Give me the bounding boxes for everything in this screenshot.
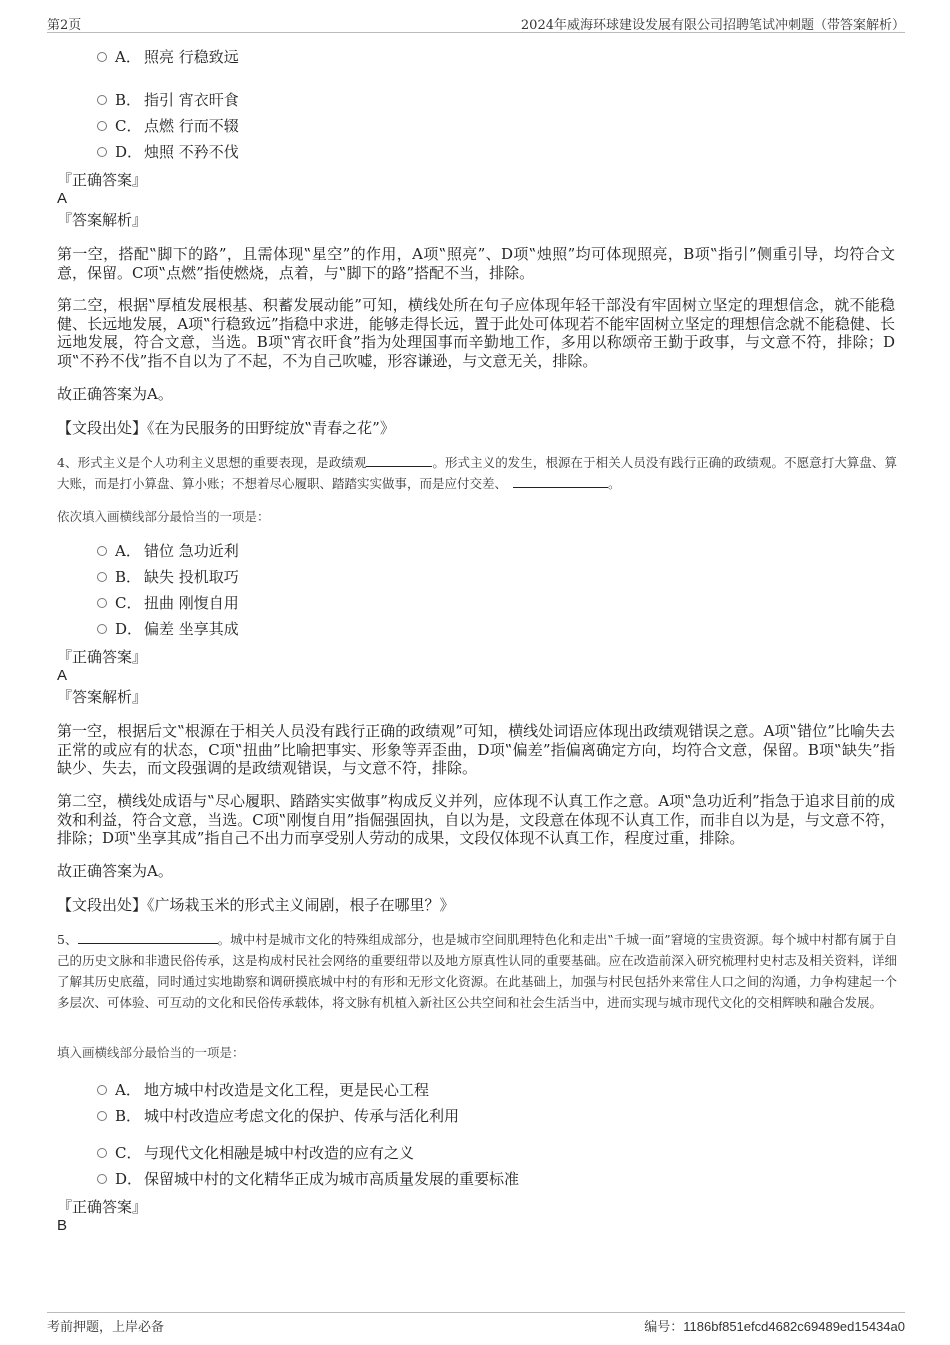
document-title: 2024年威海环球建设发展有限公司招聘笔试冲刺题（带答案解析） [520, 18, 905, 33]
page-number: 第2页 [47, 18, 82, 33]
radio-icon[interactable] [97, 147, 107, 157]
document-code: 编号：1186bf851efcd4682c69489ed15434a0 [644, 1319, 905, 1335]
q4-option-b[interactable]: B． 缺失 投机取巧 [97, 567, 239, 587]
q4-analysis-paragraph-1: 第一空，根据后文‟根源在于相关人员没有践行正确的政绩观”可知，横线处词语应体现出政绩观错误之意。A项‟错位”比喻失去正常的或应有的状态，C项‟扭曲”比喻把事实、形象等弄歪曲，D项‟偏差”指偏离确定方向，均符合文意，保留。B项‟缺失”指缺少、失去，而文段强调的是政绩观错误，与文意不符，排除。 [57, 722, 895, 777]
q5-answer: B [57, 1217, 68, 1234]
radio-icon[interactable] [97, 598, 107, 608]
q5-answer-label: 『正确答案』 [57, 1198, 148, 1216]
blank-line [78, 931, 218, 944]
page-header [47, 12, 905, 33]
radio-icon[interactable] [97, 1111, 107, 1121]
q4-option-d[interactable]: D． 偏差 坐享其成 [97, 619, 239, 639]
q5-option-b[interactable]: B． 城中村改造应考虑文化的保护、传承与活化利用 [97, 1106, 459, 1126]
q3-option-b[interactable]: B． 指引 宵衣旰食 [97, 90, 239, 110]
q4-instruction: 依次填入画横线部分最恰当的一项是： [57, 509, 270, 524]
q3-option-a[interactable]: A． 照亮 行稳致远 [97, 47, 239, 67]
q4-answer: A [57, 667, 68, 684]
q4-analysis-label: 『答案解析』 [57, 688, 148, 706]
radio-icon[interactable] [97, 624, 107, 634]
q3-analysis-paragraph-2: 第二空，根据‟厚植发展根基、积蓄发展动能”可知，横线处所在句子应体现年轻干部没有牢固树立坚定的理想信念，就不能稳健、长远地发展，A项‟行稳致远”指稳中求进，能够走得长远，置于此处可体现若不能牢固树立坚定的理想信念就不能稳健、长远地发展，符合文意，当选。B项‟宵衣旰食”指为处理国事而辛勤地工作，多用以称颂帝王勤于政事，与文意不符，排除；D项‟不矜不伐”指不自以为了不起，不为自己吹嘘，形容谦逊，与文意无关，排除。 [57, 296, 895, 370]
q5-option-d[interactable]: D． 保留城中村的文化精华正成为城市高质量发展的重要标准 [97, 1169, 519, 1189]
q5-instruction: 填入画横线部分最恰当的一项是： [57, 1045, 245, 1060]
q3-conclusion: 故正确答案为A。 [57, 385, 173, 403]
q4-analysis-paragraph-2: 第二空，横线处成语与‟尽心履职、踏踏实实做事”构成反义并列，应体现不认真工作之意。A项‟急功近利”指急于追求目前的成效和利益，符合文意，当选。C项‟刚愎自用”指倔强固执，自以为是，文段意在体现不认真工作，而非自以为是，与文意不符，排除；D项‟坐享其成”指自己不出力而享受别人劳动的成果，文段仅体现不认真工作，程度过重，排除。 [57, 792, 895, 847]
q4-conclusion: 故正确答案为A。 [57, 862, 173, 880]
footer-slogan: 考前押题，上岸必备 [47, 1320, 165, 1335]
q5-option-a[interactable]: A． 地方城中村改造是文化工程，更是民心工程 [97, 1080, 429, 1100]
q4-option-a[interactable]: A． 错位 急功近利 [97, 541, 239, 561]
q3-analysis-paragraph-1: 第一空，搭配‟脚下的路”，且需体现‟星空”的作用，A项‟照亮”、D项‟烛照”均可体现照亮，B项‟指引”侧重引导，均符合文意，保留。C项‟点燃”指使燃烧，点着，与‟脚下的路”搭配不当，排除。 [57, 245, 895, 282]
radio-icon[interactable] [97, 1148, 107, 1158]
q4-option-c[interactable]: C． 扭曲 刚愎自用 [97, 593, 239, 613]
page-footer [47, 1312, 905, 1335]
radio-icon[interactable] [97, 572, 107, 582]
radio-icon[interactable] [97, 121, 107, 131]
q4-answer-label: 『正确答案』 [57, 648, 148, 666]
radio-icon[interactable] [97, 1174, 107, 1184]
q5-option-c[interactable]: C． 与现代文化相融是城中村改造的应有之义 [97, 1143, 414, 1163]
q3-analysis-label: 『答案解析』 [57, 211, 148, 229]
q3-answer: A [57, 190, 68, 207]
radio-icon[interactable] [97, 52, 107, 62]
q4-stem: 4、形式主义是个人功利主义思想的重要表现，是政绩观 。形式主义的发生，根源在于相关人员没有践行正确的政绩观。不愿意打大算盘、算大账，而是打小算盘、算小账；不想着尽心履职、踏踏实实做事，而是应付交差、 。 [57, 455, 897, 491]
q5-stem: 5、 。城中村是城市文化的特殊组成部分，也是城市空间肌理特色化和走出‟千城一面”窘境的宝贵资源。每个城中村都有属于自己的历史文脉和非遗民俗传承，这是构成村民社会网络的重要纽带以及地方原真性认同的重要基础。应在改造前深入研究梳理村史村志及相关资料，详细了解其历史底蕴，同时通过实地勘察和调研摸底城中村的有形和无形文化资源。在此基础上，加强与村民包括外来常住人口之间的沟通，力争构建起一个多层次、可体验、可互动的文化和民俗传承载体，将文脉有机植入新社区公共空间和社会生活当中，进而实现与城市现代文化的交相辉映和融合发展。 [57, 932, 897, 1010]
q3-option-c[interactable]: C． 点燃 行而不辍 [97, 116, 239, 136]
radio-icon[interactable] [97, 546, 107, 556]
blank-line [366, 454, 432, 467]
radio-icon[interactable] [97, 1085, 107, 1095]
radio-icon[interactable] [97, 95, 107, 105]
q3-answer-label: 『正确答案』 [57, 171, 148, 189]
q3-source: 【文段出处】《在为民服务的田野绽放‟青春之花”》 [57, 419, 395, 437]
q3-option-d[interactable]: D． 烛照 不矜不伐 [97, 142, 239, 162]
q4-source: 【文段出处】《广场栽玉米的形式主义闹剧，根子在哪里？》 [57, 896, 455, 914]
blank-line [513, 475, 608, 488]
